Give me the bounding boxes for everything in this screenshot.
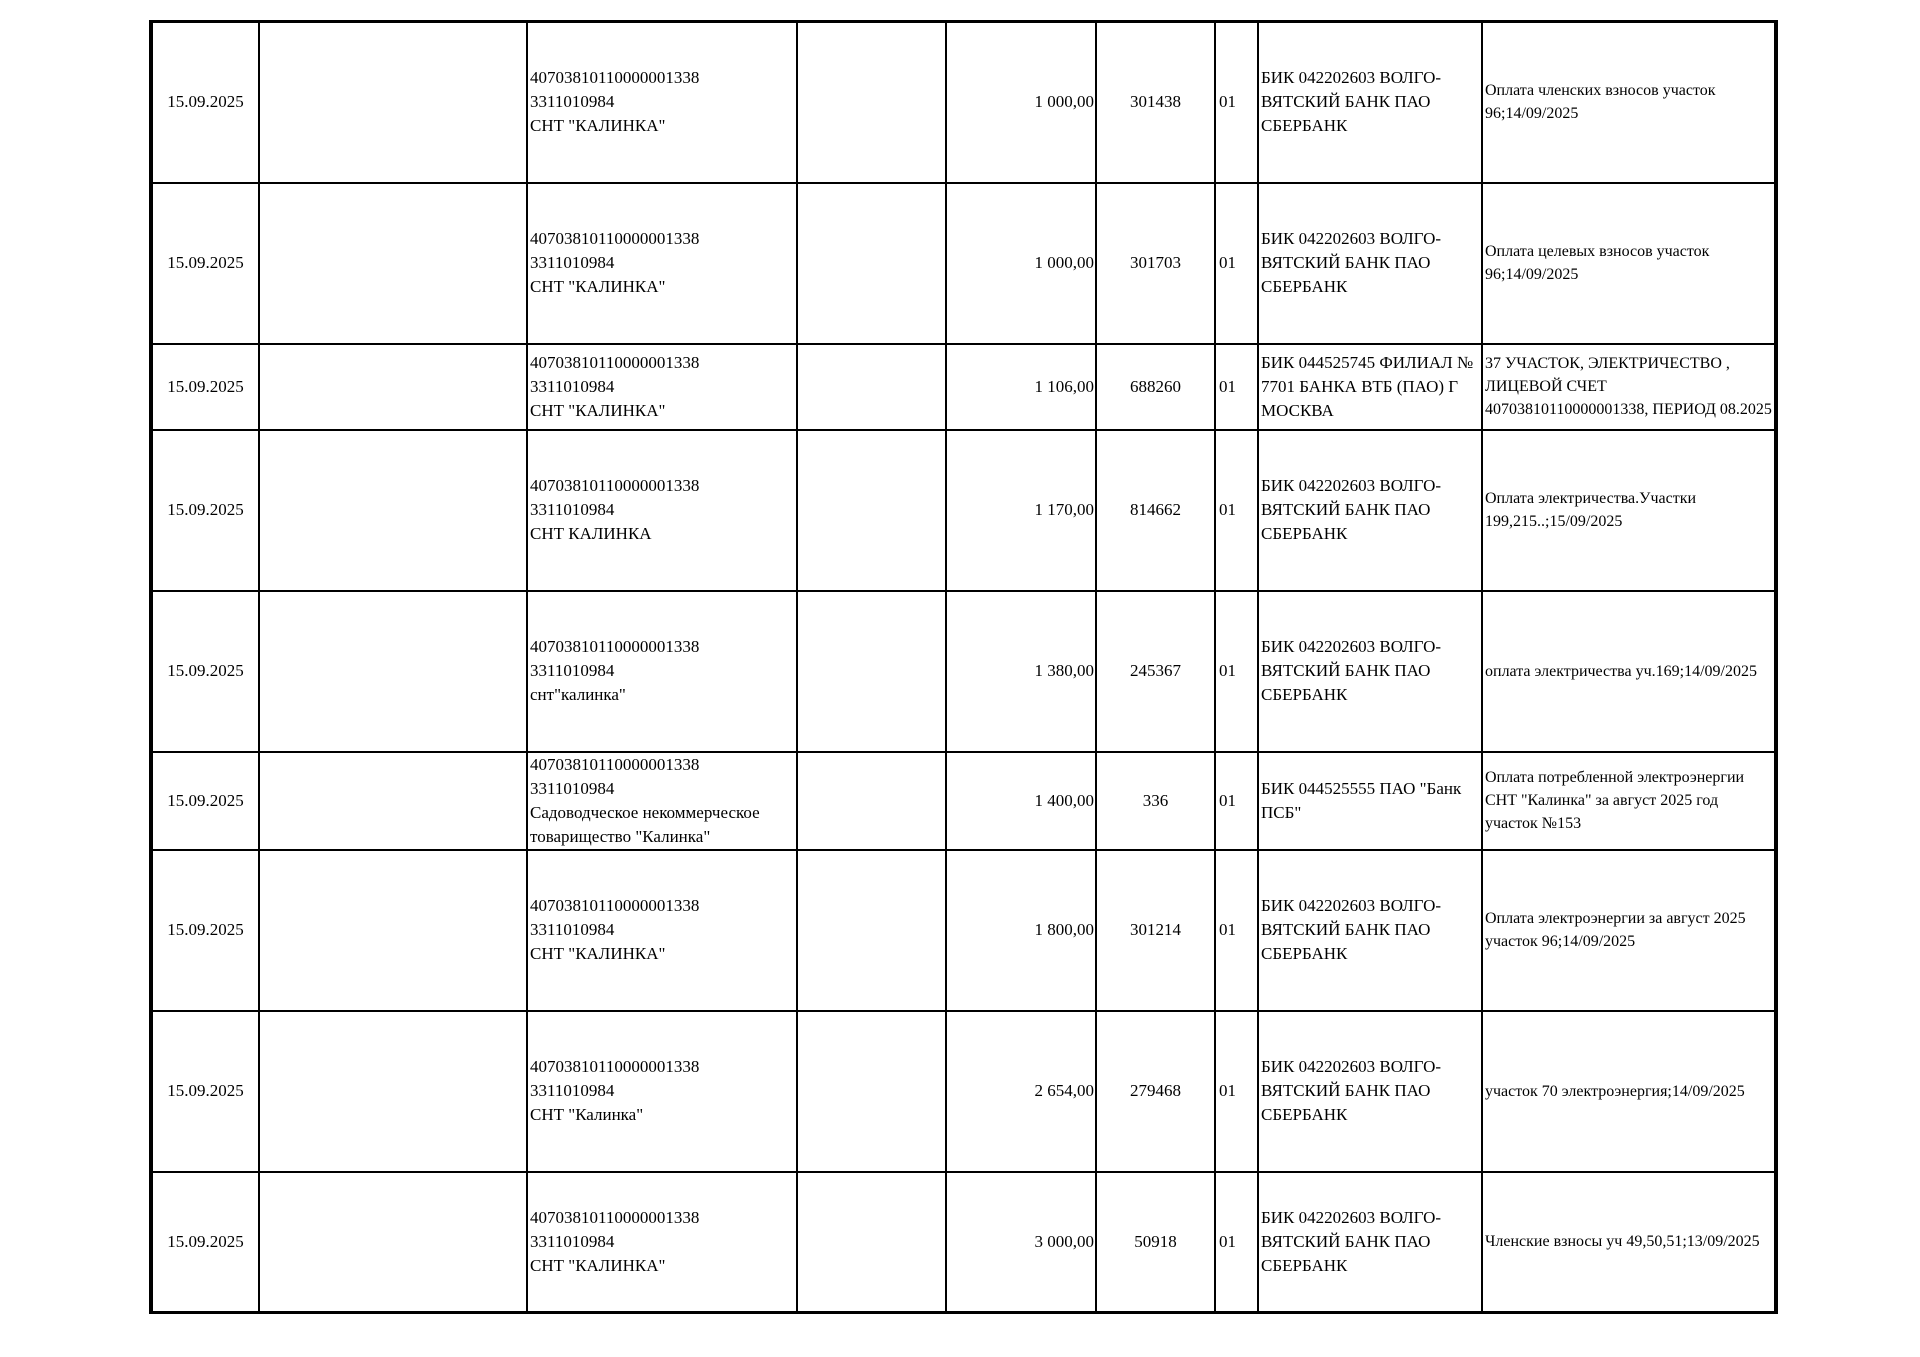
- bank-cell: БИК 042202603 ВОЛГО-ВЯТСКИЙ БАНК ПАО СБЕРБАНК: [1258, 850, 1482, 1011]
- purpose-cell: Оплата электричества.Участки 199,215..;15/09/2025: [1482, 430, 1776, 591]
- doc-number-cell: 279468: [1096, 1011, 1215, 1172]
- account-number: 40703810110000001338: [530, 476, 700, 495]
- table-row: [151, 22, 1776, 183]
- table-row: [151, 1172, 1776, 1313]
- account-number: 40703810110000001338: [530, 754, 700, 774]
- operation-code-cell: 01: [1215, 22, 1258, 183]
- table-row: [151, 850, 1776, 1011]
- inn: 3311010984: [530, 1081, 615, 1100]
- empty-cell: [259, 430, 527, 591]
- recipient-name: снт"калинка": [530, 685, 626, 704]
- recipient-cell: [527, 1172, 797, 1313]
- empty-cell: [797, 22, 946, 183]
- bank-cell: БИК 044525555 ПАО "Банк ПСБ": [1258, 752, 1482, 850]
- account-number: 40703810110000001338: [530, 1057, 700, 1076]
- empty-cell: [259, 183, 527, 344]
- amount-cell: 3 000,00: [946, 1172, 1096, 1313]
- bank-cell: БИК 042202603 ВОЛГО-ВЯТСКИЙ БАНК ПАО СБЕРБАНК: [1258, 430, 1482, 591]
- empty-cell: [259, 1172, 527, 1313]
- amount-cell: 1 000,00: [946, 22, 1096, 183]
- purpose-cell: Оплата потребленной электроэнергии СНТ "Калинка" за август 2025 год участок №153: [1482, 752, 1776, 850]
- recipient-name: СНТ "КАЛИНКА": [530, 1255, 666, 1275]
- table-row: [151, 430, 1776, 591]
- inn: 3311010984: [530, 920, 615, 939]
- empty-cell: [259, 850, 527, 1011]
- empty-cell: [797, 850, 946, 1011]
- purpose-cell: Членские взносы уч 49,50,51;13/09/2025: [1482, 1172, 1776, 1313]
- empty-cell: [259, 591, 527, 752]
- statement-rows: [151, 22, 1776, 1313]
- table-row: [151, 344, 1776, 430]
- amount-cell: 1 380,00: [946, 591, 1096, 752]
- table-row: [151, 752, 1776, 850]
- recipient-name: СНТ "КАЛИНКА": [530, 277, 666, 296]
- empty-cell: [797, 591, 946, 752]
- inn: 3311010984: [530, 376, 615, 396]
- empty-cell: [797, 1172, 946, 1313]
- doc-number-cell: 301438: [1096, 22, 1215, 183]
- date-cell: 15.09.2025: [151, 183, 259, 344]
- recipient-cell: [527, 850, 797, 1011]
- amount-cell: 1 400,00: [946, 752, 1096, 850]
- recipient-cell: [527, 430, 797, 591]
- operation-code-cell: 01: [1215, 591, 1258, 752]
- table-row: [151, 183, 1776, 344]
- purpose-cell: Оплата членских взносов участок 96;14/09/2025: [1482, 22, 1776, 183]
- purpose-cell: Оплата целевых взносов участок 96;14/09/2025: [1482, 183, 1776, 344]
- bank-cell: БИК 042202603 ВОЛГО-ВЯТСКИЙ БАНК ПАО СБЕРБАНК: [1258, 591, 1482, 752]
- operation-code-cell: 01: [1215, 752, 1258, 850]
- inn: 3311010984: [530, 778, 615, 798]
- recipient-cell: [527, 1011, 797, 1172]
- empty-cell: [797, 752, 946, 850]
- operation-code-cell: 01: [1215, 430, 1258, 591]
- date-cell: 15.09.2025: [151, 591, 259, 752]
- date-cell: 15.09.2025: [151, 22, 259, 183]
- empty-cell: [259, 752, 527, 850]
- operation-code-cell: 01: [1215, 1011, 1258, 1172]
- account-number: 40703810110000001338: [530, 352, 700, 372]
- bank-cell: БИК 042202603 ВОЛГО-ВЯТСКИЙ БАНК ПАО СБЕРБАНК: [1258, 183, 1482, 344]
- amount-cell: 1 800,00: [946, 850, 1096, 1011]
- account-number: 40703810110000001338: [530, 229, 700, 248]
- doc-number-cell: 336: [1096, 752, 1215, 850]
- recipient-name: СНТ "Калинка": [530, 1105, 644, 1124]
- date-cell: 15.09.2025: [151, 344, 259, 430]
- recipient-name: СНТ "КАЛИНКА": [530, 944, 666, 963]
- doc-number-cell: 301703: [1096, 183, 1215, 344]
- empty-cell: [797, 344, 946, 430]
- recipient-name: СНТ "КАЛИНКА": [530, 116, 666, 136]
- purpose-cell: Оплата электроэнергии за август 2025 участок 96;14/09/2025: [1482, 850, 1776, 1011]
- bank-cell: БИК 042202603 ВОЛГО-ВЯТСКИЙ БАНК ПАО СБЕРБАНК: [1258, 1011, 1482, 1172]
- doc-number-cell: 814662: [1096, 430, 1215, 591]
- doc-number-cell: 688260: [1096, 344, 1215, 430]
- bank-cell: БИК 044525745 ФИЛИАЛ № 7701 БАНКА ВТБ (ПАО) Г МОСКВА: [1258, 344, 1482, 430]
- doc-number-cell: 301214: [1096, 850, 1215, 1011]
- account-number: 40703810110000001338: [530, 637, 700, 656]
- recipient-name: СНТ "КАЛИНКА": [530, 400, 666, 420]
- empty-cell: [797, 183, 946, 344]
- recipient-cell: [527, 752, 797, 850]
- table-row: [151, 1011, 1776, 1172]
- amount-cell: 1 000,00: [946, 183, 1096, 344]
- account-number: 40703810110000001338: [530, 68, 700, 88]
- date-cell: 15.09.2025: [151, 850, 259, 1011]
- purpose-cell: участок 70 электроэнергия;14/09/2025: [1482, 1011, 1776, 1172]
- inn: 3311010984: [530, 253, 615, 272]
- purpose-cell: 37 УЧАСТОК, ЭЛЕКТРИЧЕСТВО , ЛИЦЕВОЙ СЧЕТ 40703810110000001338, ПЕРИОД 08.2025: [1482, 344, 1776, 430]
- doc-number-cell: 50918: [1096, 1172, 1215, 1313]
- purpose-cell: оплата электричества уч.169;14/09/2025: [1482, 591, 1776, 752]
- amount-cell: 2 654,00: [946, 1011, 1096, 1172]
- empty-cell: [259, 22, 527, 183]
- recipient-name: Садоводческое некоммерческое товарищество "Калинка": [530, 802, 760, 846]
- date-cell: 15.09.2025: [151, 1172, 259, 1313]
- operation-code-cell: 01: [1215, 183, 1258, 344]
- empty-cell: [259, 344, 527, 430]
- date-cell: 15.09.2025: [151, 752, 259, 850]
- bank-cell: БИК 042202603 ВОЛГО-ВЯТСКИЙ БАНК ПАО СБЕРБАНК: [1258, 1172, 1482, 1313]
- bank-cell: БИК 042202603 ВОЛГО-ВЯТСКИЙ БАНК ПАО СБЕРБАНК: [1258, 22, 1482, 183]
- account-number: 40703810110000001338: [530, 1207, 700, 1227]
- recipient-cell: [527, 22, 797, 183]
- operation-code-cell: 01: [1215, 344, 1258, 430]
- empty-cell: [259, 1011, 527, 1172]
- inn: 3311010984: [530, 1231, 615, 1251]
- date-cell: 15.09.2025: [151, 1011, 259, 1172]
- empty-cell: [797, 430, 946, 591]
- inn: 3311010984: [530, 661, 615, 680]
- inn: 3311010984: [530, 500, 615, 519]
- recipient-name: СНТ КАЛИНКА: [530, 524, 652, 543]
- statement-table: [149, 20, 1778, 1314]
- amount-cell: 1 106,00: [946, 344, 1096, 430]
- operation-code-cell: 01: [1215, 850, 1258, 1011]
- empty-cell: [797, 1011, 946, 1172]
- recipient-cell: [527, 344, 797, 430]
- amount-cell: 1 170,00: [946, 430, 1096, 591]
- date-cell: 15.09.2025: [151, 430, 259, 591]
- doc-number-cell: 245367: [1096, 591, 1215, 752]
- inn: 3311010984: [530, 92, 615, 112]
- operation-code-cell: 01: [1215, 1172, 1258, 1313]
- recipient-cell: [527, 591, 797, 752]
- recipient-cell: [527, 183, 797, 344]
- account-number: 40703810110000001338: [530, 896, 700, 915]
- table-row: [151, 591, 1776, 752]
